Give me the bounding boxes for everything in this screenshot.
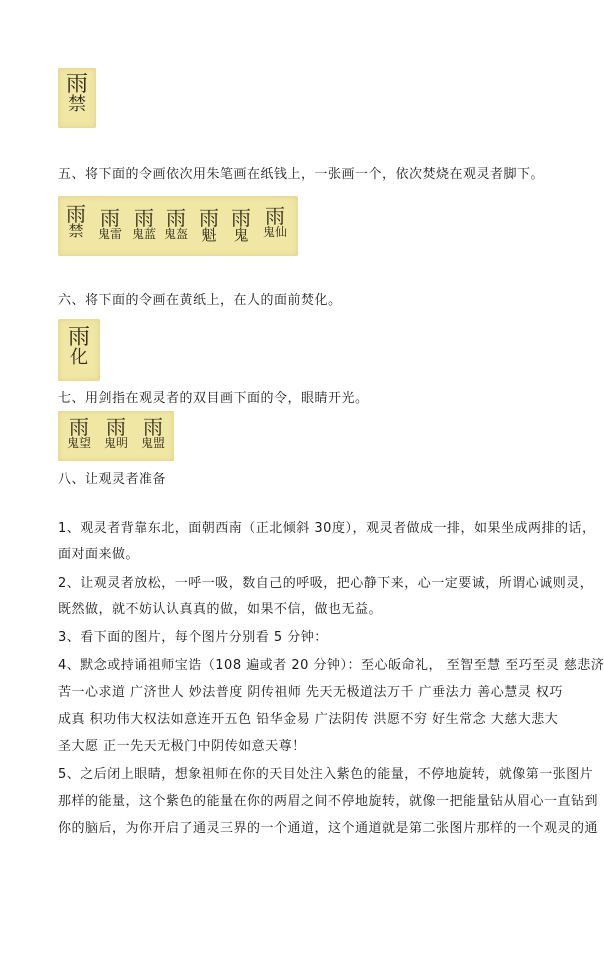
item-4-line-1: 4、默念或持诵祖师宝诰（108 遍或者 20 分钟）：至心皈命礼， 至智至慧 至巧至灵 慈悲济 xyxy=(58,658,604,673)
talisman-row-seven xyxy=(58,411,174,461)
step-seven-text: 七、用剑指在观灵者的双目画下面的令，眼睛开光。 xyxy=(58,391,369,406)
talisman-1-glyphs xyxy=(58,74,96,115)
talisman-7-1: 雨 鬼望 xyxy=(66,415,91,451)
talisman-6-glyphs: 雨 化 xyxy=(67,325,90,369)
item-4-line-2: 苦一心求道 广济世人 妙法普度 阴传祖师 先天无极道法万千 广垂法力 善心慧灵 权巧 xyxy=(58,685,563,700)
talisman-5-3: 雨 鬼蓝 xyxy=(131,206,156,242)
item-4-line-3: 成真 积功伟大权法如意连开五色 铅华金易 广法阴传 洪愿不穷 好生常念 大慈大悲大 xyxy=(58,712,559,727)
step-five-text: 五、将下面的令画依次用朱笔画在纸钱上，一张画一个，依次焚烧在观灵者脚下。 xyxy=(58,167,545,182)
talisman-1-top: 雨 xyxy=(65,72,88,97)
talisman-7-3: 雨 鬼盟 xyxy=(140,415,165,451)
item-3: 3、看下面的图片，每个图片分别看 5 分钟： xyxy=(58,630,328,645)
step-six-text: 六、将下面的令画在黄纸上，在人的面前焚化。 xyxy=(58,293,342,308)
item-1-line-1: 1、观灵者背靠东北，面朝西南（正北倾斜 30度），观灵者做成一排，如果坐成两排的话， xyxy=(58,521,596,536)
item-1-line-2: 面对面来做。 xyxy=(58,547,140,562)
talisman-image-1 xyxy=(58,68,96,128)
talisman-5-7: 雨 鬼仙 xyxy=(262,204,287,240)
talisman-5-1: 雨 禁 xyxy=(66,202,86,241)
item-5-line-2: 那样的能量，这个紫色的能量在你的两眉之间不停地旋转，就像一把能量钻从眉心一直钻到 xyxy=(58,794,599,809)
item-4-line-4: 圣大愿 正一先天无极门中阴传如意天尊！ xyxy=(58,739,306,754)
talisman-5-5: 雨 魁 xyxy=(199,206,219,245)
item-2-line-2: 既然做，就不妨认认真真的做，如果不信，做也无益。 xyxy=(58,602,383,617)
step-eight-heading: 八、让观灵者准备 xyxy=(58,472,167,487)
talisman-5-4: 雨 鬼盔 xyxy=(163,206,188,242)
item-5-line-1: 5、之后闭上眼睛，想象祖师在你的天目处注入紫色的能量，不停地旋转，就像第一张图片 xyxy=(58,767,594,782)
talisman-1-bottom: 禁 xyxy=(68,94,86,116)
talisman-5-6: 雨 鬼 xyxy=(231,206,251,245)
item-2-line-1: 2、让观灵者放松，一呼一吸，数自己的呼吸，把心静下来，心一定要诚，所谓心诚则灵， xyxy=(58,576,594,591)
talisman-5-2: 雨 鬼雷 xyxy=(97,206,122,242)
item-5-line-3: 你的脑后，为你开启了通灵三界的一个通道，这个通道就是第二张图片那样的一个观灵的通 xyxy=(58,821,599,836)
talisman-image-6 xyxy=(58,319,100,381)
talisman-7-2: 雨 鬼明 xyxy=(103,415,128,451)
talisman-row-five xyxy=(58,196,298,256)
